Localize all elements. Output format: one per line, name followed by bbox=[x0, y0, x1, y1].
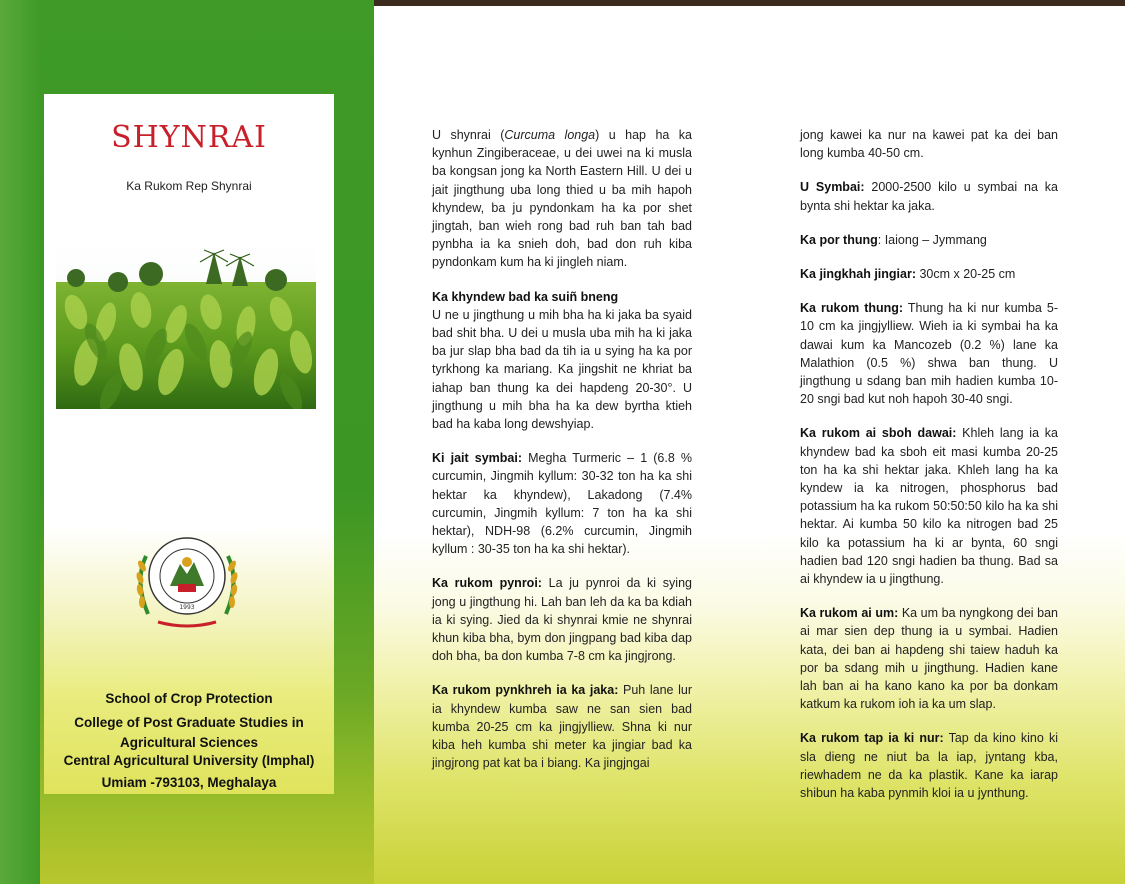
institution-line-5: Umiam -793103, Meghalaya bbox=[101, 775, 277, 790]
mulching-paragraph: Ka rukom tap ia ki nur: Tap da kino kino ki sla dieng ne niut ba la iap, jyntang kba, riewhadem ne da ka plastik. Kane ka iarap shibun ha kaba pynmih kloi ia u jynthung. bbox=[800, 731, 1058, 801]
soil-heading: Ka khyndew bad ka suiñ bneng bbox=[432, 289, 619, 304]
university-logo bbox=[128, 526, 246, 632]
seed-heading: U Symbai: bbox=[800, 180, 865, 195]
varieties-heading: Ki jait symbai: bbox=[432, 451, 523, 466]
spacing-paragraph: Ka jingkhah jingiar: 30cm x 20-25 cm bbox=[800, 267, 1016, 282]
spacing-heading: Ka jingkhah jingiar: bbox=[800, 267, 916, 282]
text-column-1 bbox=[432, 126, 692, 789]
propagation-heading: Ka rukom pynroi: bbox=[432, 576, 542, 591]
intro-paragraph: U shynrai (Curcuma longa) u hap ha ka kynhun Zingiberaceae, u dei uwei na ki musla ba kongsan jong ka North Eastern Hill. U dei u jait jingthung uba long thied u ba mih hapoh khyndew, ba ju pyndonkam ha ka por shet jingtah, ban wieh rong bad ruh ban tah bad pynbha ia ka snieh doh, bad don ruh kiba pyndonkam kum ha ki jingleh niam. bbox=[432, 128, 693, 270]
planting-heading: Ka rukom thung: bbox=[800, 301, 904, 316]
institution-line-3: Agricultural Sciences bbox=[119, 735, 259, 750]
seed-paragraph: U Symbai: 2000-2500 kilo u symbai na ka bynta shi hektar ka jaka. bbox=[800, 180, 1058, 213]
institution-line-2: College of Post Graduate Studies in bbox=[74, 715, 304, 730]
varieties-paragraph: Ki jait symbai: Megha Turmeric – 1 (6.8 % curcumin, Jingmih kyllum: 30-32 ton ha ka shi hektar ka khyndew), Lakadong (7.4% curcumin, Jingmih kyllum: 7 ton ha ka shi hektar), NDH-98 (6.2% curcumin, Jingmih kyllum : 30-35 ton ha ka shi hektar). bbox=[432, 451, 693, 557]
institution-line-1: School of Crop Protection bbox=[105, 691, 273, 706]
manure-paragraph: Ka rukom ai sboh dawai: Khleh lang ia ka khyndew bad ka sboh eit masi kumba 20-25 ton ha ka shi hektar jaka. Khleh lang ha ka kyndew ia ka nitrogen, phosphorus bad potassium ha ka rukom 50:50:50 kilo ha ka shi hektar. Ai kumba 50 kilo ka nitrogen bad 25 kilo ka potassium ha ki ar bynta, 60 sngi hadien bad 120 sngi hadien ba thung. Bad sa ai khyndew ia u jingthung. bbox=[800, 426, 1058, 587]
text-column-2 bbox=[800, 126, 1058, 818]
manure-heading: Ka rukom ai sboh dawai: bbox=[800, 426, 957, 441]
planting-paragraph: Ka rukom thung: Thung ha ki nur kumba 5-10 cm ka jingjylliew. Wieh ia ki symbai ha ka dawai kum ka Mancozeb (0.2 %) lane ka Malathion (0.5 %) shwa ban thung. U jingthung u sdang ban mih hadien kumba 10-20 sngi bad kut noh hapoh 30-40 sngi. bbox=[800, 301, 1058, 407]
svg-text:1993: 1993 bbox=[179, 604, 195, 611]
turmeric-field-photo bbox=[56, 242, 316, 409]
land-prep-heading: Ka rukom pynkhreh ia ka jaka: bbox=[432, 683, 619, 698]
brochure-title: SHYNRAI bbox=[111, 120, 267, 155]
soil-paragraph: Ka khyndew bad ka suiñ bneng U ne u jingthung u mih bha ha ki jaka ba syaid bad shit bha. U dei u musla uba mih ha ki jaka ba jur slap bha bad da tih ia u sying ha ka por tyrkhong ka mariang. Ka jingshit ne khriat ba iahap ban thung ka dei hapdeng 20-30°. U jingthung u mih bha ha ka dew byrtha ktieh bad ha kaba long dewshyiap. bbox=[432, 289, 692, 432]
planting-time-heading: Ka por thung bbox=[800, 232, 878, 247]
continuation-paragraph: jong kawei ka nur na kawei pat ka dei ban long kumba 40-50 cm. bbox=[800, 128, 1058, 161]
cover-edge bbox=[0, 0, 40, 884]
brochure-subtitle: Ka Rukom Rep Shynrai bbox=[126, 179, 252, 193]
irrigation-paragraph: Ka rukom ai um: Ka um ba nyngkong dei ban ai mar sien dep thung ia u symbai. Hadien kata, dei ban ai hapdeng shi taiew haduh ka por ba sdang mih u jingthung. Hadien kane lah ban ai ha kano kano ka por ba donkam katkum ka rukom ioh ia ka um slap. bbox=[800, 606, 1058, 712]
land-prep-paragraph: Ka rukom pynkhreh ia ka jaka: Puh lane lur ia khyndew kumba saw ne san sien bad kumba 20-25 cm ka jingjylliew. Shna ki nur kiba heh kumba shi meter ka jingiar bad ka jingjrong pat kat ba i biang. Ka jingjngai bbox=[432, 683, 692, 771]
irrigation-heading: Ka rukom ai um: bbox=[800, 606, 899, 621]
cover-card bbox=[44, 94, 334, 794]
institution-line-4: Central Agricultural University (Imphal) bbox=[63, 753, 315, 768]
mulching-heading: Ka rukom tap ia ki nur: bbox=[800, 731, 944, 746]
propagation-paragraph: Ka rukom pynroi: La ju pynroi da ki sying jong u jingthung hi. Lah ban leh da ka ba kdiah ia ki sying. Jied da ki shynrai kmie ne shynrai khun kiba bha, bym don jingpang bad kiba dap doh bha, ba don kumba 7-8 cm ka jingjrong. bbox=[432, 576, 692, 664]
scientific-name: Curcuma longa bbox=[504, 128, 596, 142]
planting-time-paragraph: Ka por thung: Iaiong – Jymmang bbox=[800, 232, 987, 247]
